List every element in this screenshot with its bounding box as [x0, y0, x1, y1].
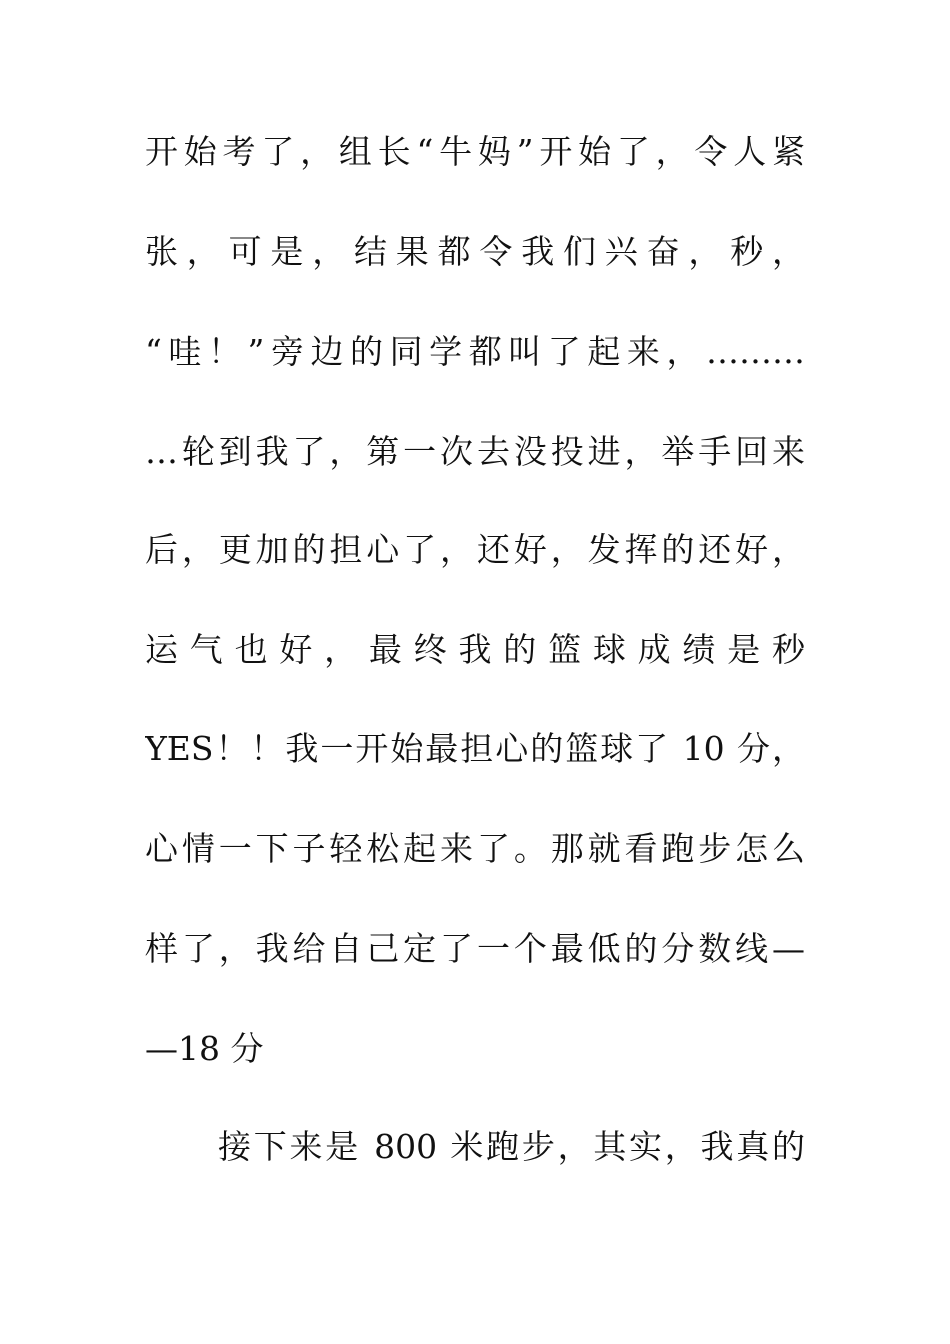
text-line-7: YES！！我一开始最担心的篮球了 10 分，: [145, 729, 805, 768]
text-line-10: —18 分: [145, 1029, 264, 1068]
text-line-4: …轮到我了，第一次去没投进，举手回来: [145, 432, 805, 471]
text-line-1: 开始考了，组长“牛妈”开始了，令人紧: [145, 132, 805, 171]
text-line-2: 张，可是，结果都令我们兴奋，秒，: [145, 232, 805, 271]
text-line-9: 样了，我给自己定了一个最低的分数线—: [145, 929, 805, 968]
text-line-5: 后，更加的担心了，还好，发挥的还好，: [145, 530, 805, 569]
text-line-8: 心情一下子轻松起来了。那就看跑步怎么: [145, 829, 805, 868]
text-line-6: 运气也好，最终我的篮球成绩是秒: [145, 630, 805, 669]
text-line-3: “哇！”旁边的同学都叫了起来，………: [145, 332, 805, 371]
paragraph-start-line: 接下来是 800 米跑步，其实，我真的: [218, 1127, 805, 1166]
